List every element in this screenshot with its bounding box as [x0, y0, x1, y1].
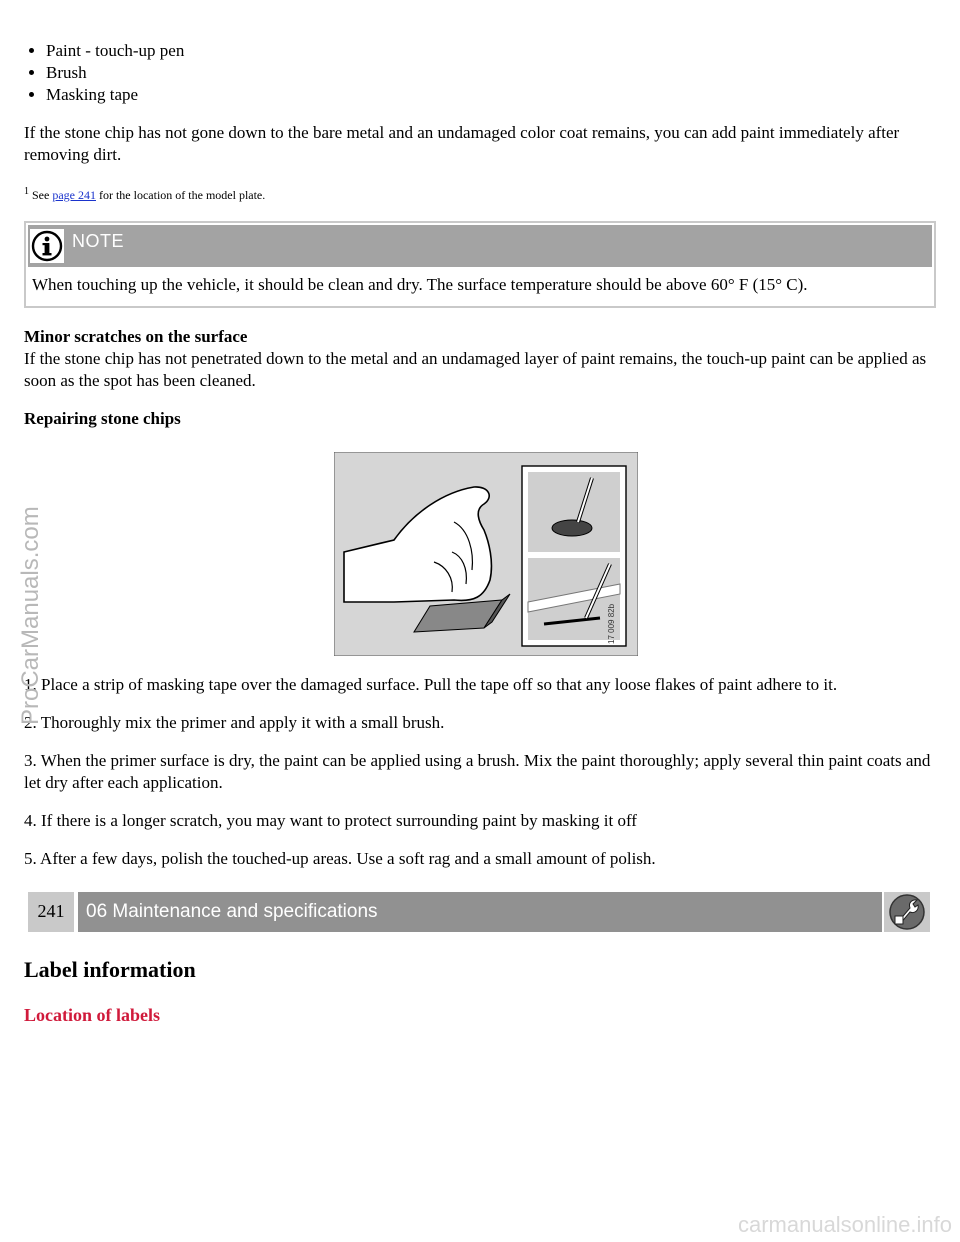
step-2: 2. Thoroughly mix the primer and apply it with a small brush.	[24, 713, 445, 732]
list-item: • Masking tape	[46, 84, 936, 106]
minor-scratches-section	[24, 326, 936, 392]
step-3: 3. When the primer surface is dry, the paint can be applied using a brush. Mix the paint thoroughly; apply several thin paint coats and let dry after each application.	[24, 751, 931, 792]
manual-page	[24, 40, 936, 1026]
note-box	[24, 221, 936, 308]
stone-chip-illustration	[334, 452, 638, 656]
info-icon	[30, 229, 64, 263]
supplies-list	[24, 40, 936, 106]
footnote-suffix: for the location of the model plate.	[98, 188, 266, 202]
footnote-prefix: See	[32, 188, 50, 202]
section-title: 06 Maintenance and specifications	[78, 892, 882, 932]
repairing-heading: Repairing stone chips	[24, 409, 181, 428]
intro-paragraph: If the stone chip has not gone down to the bare metal and an undamaged color coat remains, you can add paint immediately after removing dirt.	[24, 123, 900, 164]
location-of-labels-subtitle: Location of labels	[24, 1005, 161, 1025]
section-footer	[24, 892, 932, 932]
note-label: NOTE	[72, 231, 125, 251]
step-1: 1. Place a strip of masking tape over the damaged surface. Pull the tape off so that any loose flakes of paint adhere to it.	[24, 675, 838, 694]
note-header	[28, 225, 932, 267]
step-5: 5. After a few days, polish the touched-up areas. Use a soft rag and a small amount of polish.	[24, 849, 656, 868]
label-information-title: Label information	[24, 957, 196, 982]
note-text: When touching up the vehicle, it should be clean and dry. The surface temperature should be above 60° F (15° C).	[32, 275, 808, 294]
side-watermark: ProCarManuals.com	[17, 506, 44, 725]
list-item: • Paint - touch-up pen	[46, 40, 936, 62]
step-4: 4. If there is a longer scratch, you may want to protect surrounding paint by masking it off	[24, 811, 637, 830]
page-link[interactable]: page 241	[52, 188, 96, 202]
corner-watermark: carmanualsonline.info	[737, 1212, 952, 1237]
footnote	[24, 184, 936, 203]
page-number: 241	[28, 892, 74, 932]
minor-scratches-heading: Minor scratches on the surface	[24, 327, 248, 346]
list-item: • Brush	[46, 62, 936, 84]
wrench-icon	[884, 892, 930, 932]
figure-code: 17 009 82b	[607, 603, 616, 644]
minor-scratches-text: If the stone chip has not penetrated down to the metal and an undamaged layer of paint remains, the touch-up paint can be applied as soon as the spot has been cleaned.	[24, 349, 927, 390]
footnote-marker: 1	[24, 186, 29, 197]
